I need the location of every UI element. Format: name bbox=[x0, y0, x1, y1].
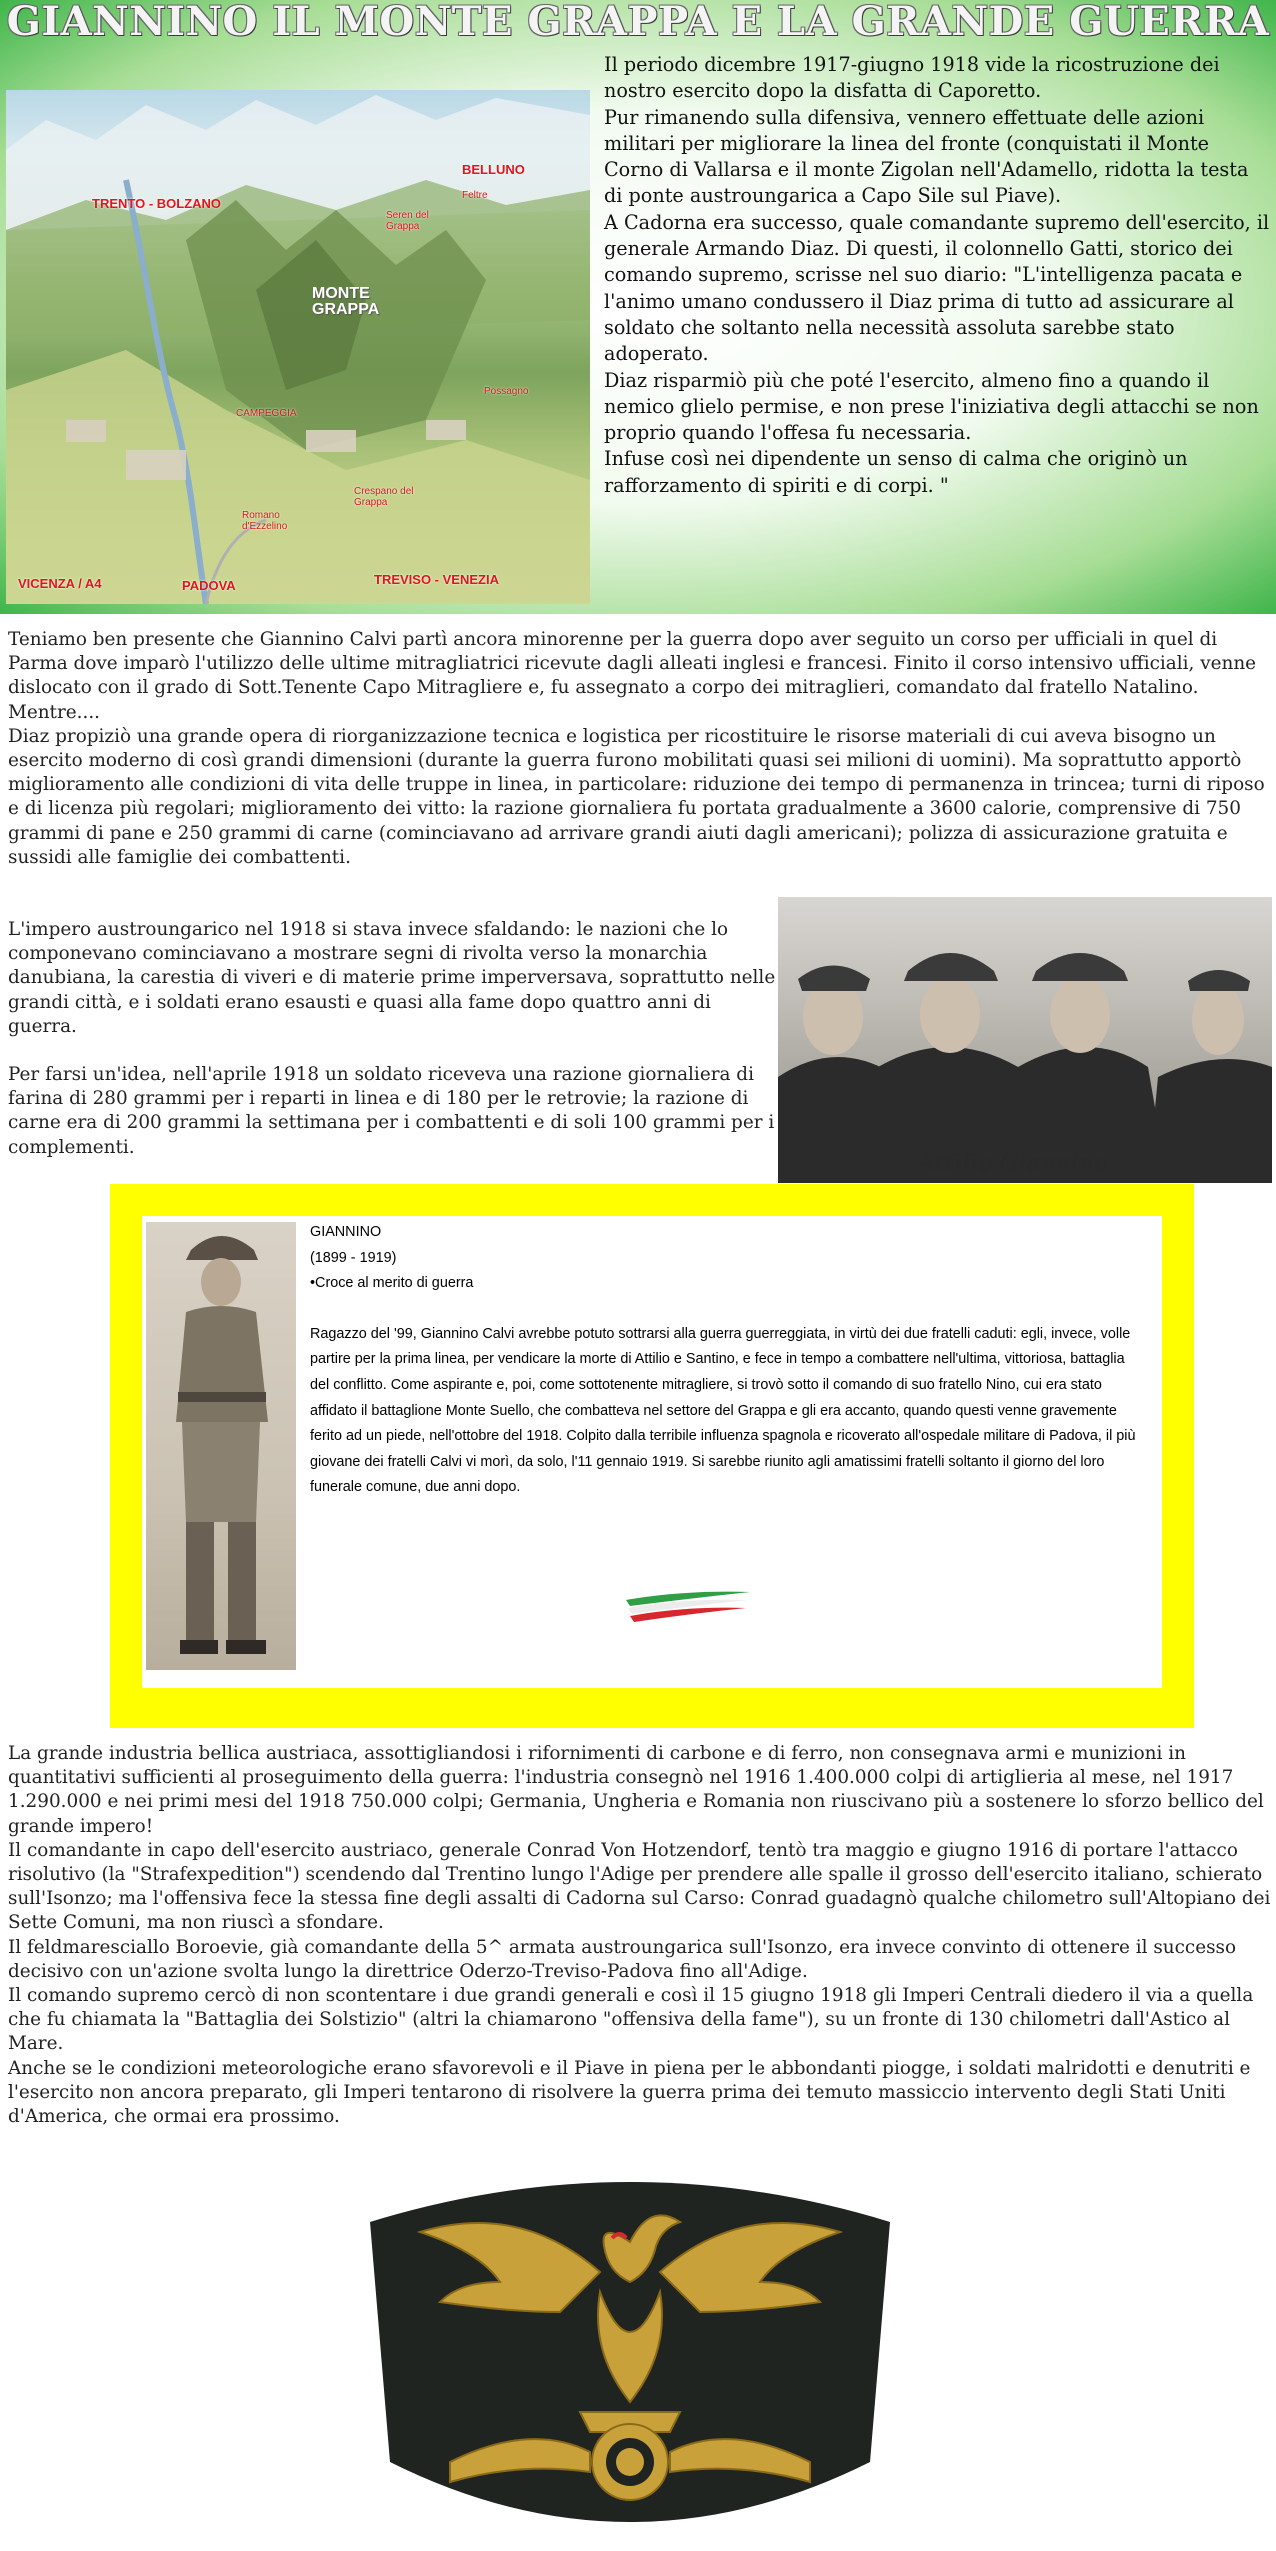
intro-paragraph: Pur rimanendo sulla difensiva, vennero effettuate delle azioni militari per migliorare la linea del fronte (conquistati il Monte Corno di Vallarsa e il monte Zigolan nell'Adamello, ridotta la testa di ponte austroungarica a Capo Sile sul Piave). bbox=[604, 105, 1249, 208]
card-gap bbox=[310, 1297, 1140, 1322]
giannino-portrait bbox=[146, 1222, 296, 1670]
header-banner bbox=[0, 0, 1276, 614]
page-title: GIANNINO IL MONTE GRAPPA E LA GRANDE GUERRA bbox=[6, 0, 1270, 45]
map-label-trento: TRENTO - BOLZANO bbox=[92, 196, 222, 211]
body-paragraph: Teniamo ben presente che Giannino Calvi partì ancora minorenne per la guerra dopo aver seguito un corso per ufficiali in quel di Parma dove imparò l'utilizzo delle ultime mitragliatrici ricevute dagli alleati inglesi e francesi. Finito il corso intensivo ufficiali, venne dislocato con il grado di Sott.Tenente Capo Mitragliere e, fu assegnato a corpo dei mitraglieri, comandato dal fratello Natalino. bbox=[8, 629, 1257, 699]
map-label-padova: PADOVA bbox=[182, 578, 236, 593]
map-label-belluno: BELLUNO bbox=[462, 162, 525, 177]
map-label-feltre: Feltre bbox=[462, 190, 488, 201]
map-label-seren: Seren del Grappa bbox=[386, 210, 429, 232]
intro-paragraph: A Cadorna era successo, quale comandante supremo dell'esercito, il generale Armando Diaz. Di questi, il colonnello Gatti, storico dei comando supremo, scrisse nel suo diario: "L'intelligenza pacata e l'animo umano condussero il Diaz prima di tutto ad assicurare al soldato che soltanto nella necessità assoluta sarebbe stato adoperato. bbox=[604, 210, 1270, 366]
body-paragraph: Il comando supremo cercò di non scontentare i due grandi generali e così il 15 giugno 1918 gli Imperi Centrali diedero il via a quella che fu chiamata la "Battaglia dei Solstizio" (altri la chiamarono "offensiva della fame"), su un fronte di 130 chilometri dall'Astico al Mare. bbox=[8, 1985, 1254, 2055]
memorial-card bbox=[142, 1216, 1162, 1688]
card-name: GIANNINO bbox=[310, 1224, 382, 1240]
brothers-group-photo bbox=[778, 897, 1272, 1183]
section-austria-collapse bbox=[8, 918, 778, 1160]
map-label-crespano: Crespano del Grappa bbox=[354, 486, 414, 508]
photo-signature: Attilio Giannino bbox=[918, 1151, 1110, 1176]
intro-text bbox=[604, 52, 1272, 499]
memorial-card-text bbox=[310, 1220, 1140, 1501]
map-label-monte-grappa: MONTE GRAPPA bbox=[312, 285, 380, 318]
eagle-badge-art bbox=[350, 2162, 910, 2548]
body-paragraph: Il feldmaresciallo Boroevie, già comandante della 5^ armata austroungarica sull'Isonzo, era invece convinto di ottenere il successo decisivo con un'azione svolta lungo la direttrice Oderzo-Treviso-Padova fino all'Adige. bbox=[8, 1936, 1237, 1982]
section-austrian-offensive bbox=[8, 1742, 1272, 2129]
map-label-possagno: Possagno bbox=[484, 386, 529, 397]
intro-paragraph: Infuse così nei dipendente un senso di calma che originò un rafforzamento di spiriti e di corpi. " bbox=[604, 447, 1188, 497]
grappa-relief-map bbox=[6, 90, 590, 604]
body-paragraph: Il comandante in capo dell'esercito austriaco, generale Conrad Von Hotzendorf, tentò tra maggio e giugno 1916 di portare l'attacco risolutivo (la "Strafexpedition") scendendo dal Trentino lungo l'Adige per prendere alle spalle il grosso dell'esercito italiano, schierato sull'Isonzo; ma l'offensiva fece la stessa fine degli assalti di Cadorna sul Carso: Conrad guadagnò qualche chilometro sull'Altopiano dei Sette Comuni, ma non riuscì a sfondare. bbox=[8, 1839, 1271, 1934]
card-award bbox=[310, 1271, 1140, 1297]
map-label-romano: Romano d'Ezzelino bbox=[242, 510, 288, 532]
intro-paragraph: Diaz risparmiò più che poté l'esercito, almeno fino a quando il nemico glielo permise, e non prese l'iniziativa degli attacchi se non proprio quando l'offesa fu necessaria. bbox=[604, 368, 1259, 445]
map-label-treviso: TREVISO - VENEZIA bbox=[374, 572, 499, 587]
body-paragraph: Mentre.... bbox=[8, 701, 101, 723]
photo-figures bbox=[778, 897, 1272, 1183]
card-years: (1899 - 1919) bbox=[310, 1249, 397, 1266]
map-label-campeggia: CAMPEGGIA bbox=[236, 408, 297, 419]
card-bio: Ragazzo del '99, Giannino Calvi avrebbe potuto sottrarsi alla guerra guerreggiata, in virtù dei due fratelli caduti: egli, invece, volle partire per la prima linea, per vendicare la morte di Attilio e Santino, e fece in tempo a combattere nell'ultima, vittoriosa, battaglia del conflitto. Come aspirante e, poi, come sottotenente mitragliere, si trovò sotto il comando di suo fratello Nino, cui era stato affidato il battaglione Monte Suello, che combatteva nel settore del Grappa e gli era accanto, quando questi venne gravemente ferito ad un piede, nell'ottobre del 1918. Colpito dalla terribile influenza spagnola e ricoverato all'ospedale militare di Padova, il più giovane dei fratelli Calvi vi morì, da solo, l'11 gennaio 1919. Si sarebbe riunito agli amatissimi fratelli soltanto il giorno del loro funerale comune, due anni dopo. bbox=[310, 1325, 1136, 1496]
section-diaz-reforms bbox=[8, 628, 1272, 870]
body-paragraph: L'impero austroungarico nel 1918 si stava invece sfaldando: le nazioni che lo componevano cominciavano a mostrare segni di rivolta verso la monarchia danubiana, la carestia di viveri e di materie prime imperversava, soprattutto nelle grandi città, e i soldati erano esausti e quasi alla fame dopo quattro anni di guerra. bbox=[8, 919, 776, 1037]
body-paragraph: Anche se le condizioni meteorologiche erano sfavorevoli e il Piave in piena per le abbondanti piogge, i soldati malridotti e denutriti e l'esercito non ancora preparato, gli Imperi tentarono di risolvere la guerra prima dei temuto massiccio intervento degli Stati Uniti d'America, che ormai era prossimo. bbox=[8, 2057, 1251, 2128]
map-label-vicenza: VICENZA / A4 bbox=[18, 576, 102, 591]
card-award-label: Croce al merito di guerra bbox=[315, 1275, 474, 1292]
italian-flag-swoosh bbox=[624, 1586, 754, 1626]
soldier-figure bbox=[146, 1222, 296, 1670]
alpine-eagle-badge bbox=[350, 2162, 910, 2548]
body-paragraph: La grande industria bellica austriaca, assottigliandosi i rifornimenti di carbone e di ferro, non consegnava armi e munizioni in quantitativi sufficienti al proseguimento della guerra: l'industria consegnò nel 1916 1.400.000 colpi di artiglieria al mese, nel 1917 1.290.000 e nei primi mesi del 1918 750.000 colpi; Germania, Ungheria e Romania non riuscivano più a sostenere lo sforzo bellico del grande impero! bbox=[8, 1743, 1264, 1837]
paragraph-gap bbox=[8, 1039, 778, 1063]
body-paragraph: Diaz propiziò una grande opera di riorganizzazione tecnica e logistica per ricostituire le risorse materiali di cui aveva bisogno un esercito moderno di così grandi dimensioni (durante la guerra furono mobilitati quasi sei milioni di uomini). Ma soprattutto apportò miglioramento alle condizioni di vita delle truppe in linea, in particolare: riduzione dei tempo di permanenza in trincea; turni di riposo e di licenza più regolari; miglioramento dei vitto: la razione giornaliera fu portata gradualmente a 3600 calorie, comprensive di 750 grammi di pane e 250 grammi di carne (cominciavano ad arrivare grandi aiuti dagli americani); polizza di assicurazione gratuita e sussidi alle famiglie dei combattenti. bbox=[8, 725, 1265, 868]
body-paragraph: Per farsi un'idea, nell'aprile 1918 un soldato riceveva una razione giornaliera di farina di 280 grammi per i reparti in linea e di 180 per le retrovie; la razione di carne era di 200 grammi la settimana per i combattenti e di soli 100 grammi per i complementi. bbox=[8, 1064, 775, 1158]
memorial-card-frame bbox=[110, 1184, 1194, 1728]
intro-paragraph: Il periodo dicembre 1917-giugno 1918 vide la ricostruzione dei nostro esercito dopo la disfatta di Caporetto. bbox=[604, 53, 1220, 103]
